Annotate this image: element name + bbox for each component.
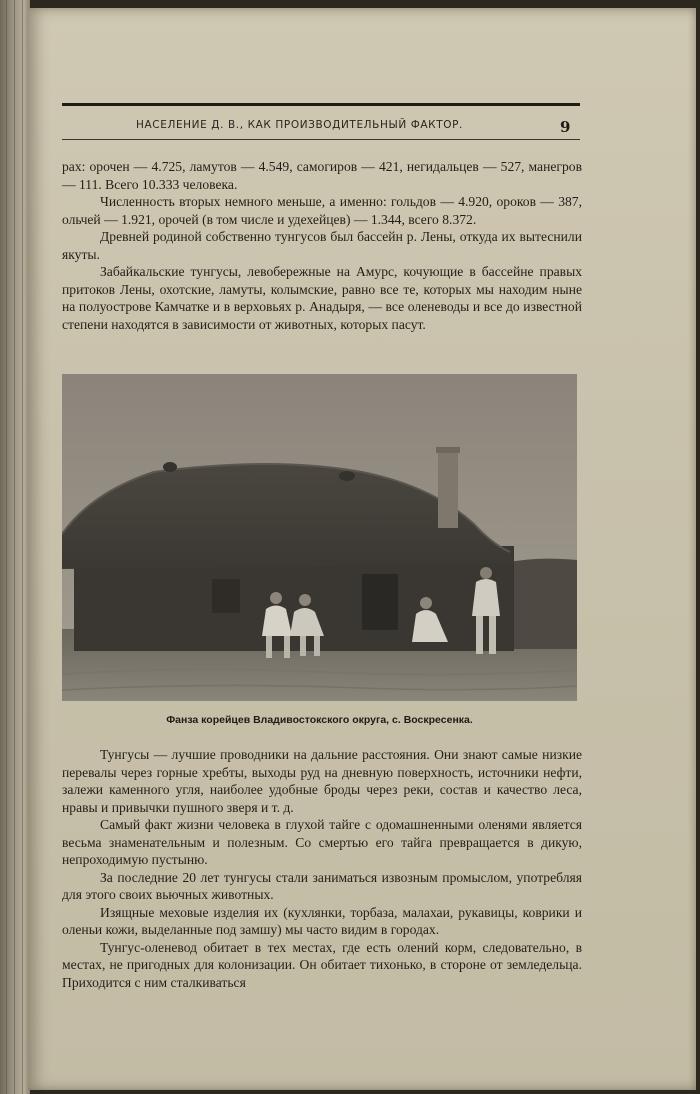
paragraph: За последние 20 лет тунгусы стали заниматься извозным промыслом, употребляя для этого своих вьючных животных. [62,869,582,902]
paragraph: Тунгус-оленевод обитает в тех местах, где есть олений корм, следовательно, в местах, не пригодных для колонизации. Он обитает тихонько, в стороне от земледельца. Приходится с ним сталкиваться [62,939,582,990]
header-rule-bottom [62,139,580,140]
page-edge-line [6,0,7,1094]
text-block-top [62,158,582,333]
header-rule-top [62,103,580,106]
paragraph: Изящные меховые изделия их (кухлянки, торбаза, малахаи, рукавицы, коврики и оленьи кожи, выделанные под замшу) мы часто видим в городах. [62,904,582,937]
figure-caption: Фанза корейцев Владивостокского округа, с. Воскресенка. [166,714,473,726]
paragraph: рах: орочен — 4.725, ламутов — 4.549, самогиров — 421, негидальцев — 527, манегров — 111. Всего 10.333 человека. [62,159,582,192]
paragraph: Забайкальские тунгусы, левобережные на Амурс, кочующие в бассейне правых притоков Лены, охотские, ламуты, колымские, равно все те, которых мы находим ныне на полуострове Камчатке и в верховьях р. Анадыря, — все оленеводы и все до известной степени находятся в зависимости от животных, которых пасут. [62,264,582,332]
paragraph: Древней родиной собственно тунгусов был бассейн р. Лены, откуда их вытеснили якуты. [62,229,582,262]
page-edge-line [14,0,15,1094]
page-number: 9 [560,118,571,136]
text-block-bottom [62,746,582,991]
paragraph: Тунгусы — лучшие проводники на дальние расстояния. Они знают самые низкие перевалы через горные хребты, выходы руд на дневную поверхность, источники нефти, залежи каменного угля, наиболее удобные броды через реки, состав и качество леса, нравы и привычки пушного зверя и т. д. [62,747,582,815]
paragraph: Самый факт жизни человека в глухой тайге с одомашненными оленями является весьма знаменательным и полезным. Со смертью его тайга превращается в дикую, непроходимую пустыню. [62,817,582,867]
photo-korean-hut [62,374,577,701]
book-page [28,8,696,1090]
previous-page-edge [0,0,30,1094]
paragraph: Численность вторых немного меньше, а именно: гольдов — 4.920, ороков — 387, ольчей — 1.921, орочей (в том числе и удехейцев) — 1.344, всего 8.372. [62,194,582,227]
page-edge-line [22,0,23,1094]
running-head: НАСЕЛЕНИЕ Д. В., КАК ПРОИЗВОДИТЕЛЬНЫЙ ФАКТОР. [136,119,463,131]
